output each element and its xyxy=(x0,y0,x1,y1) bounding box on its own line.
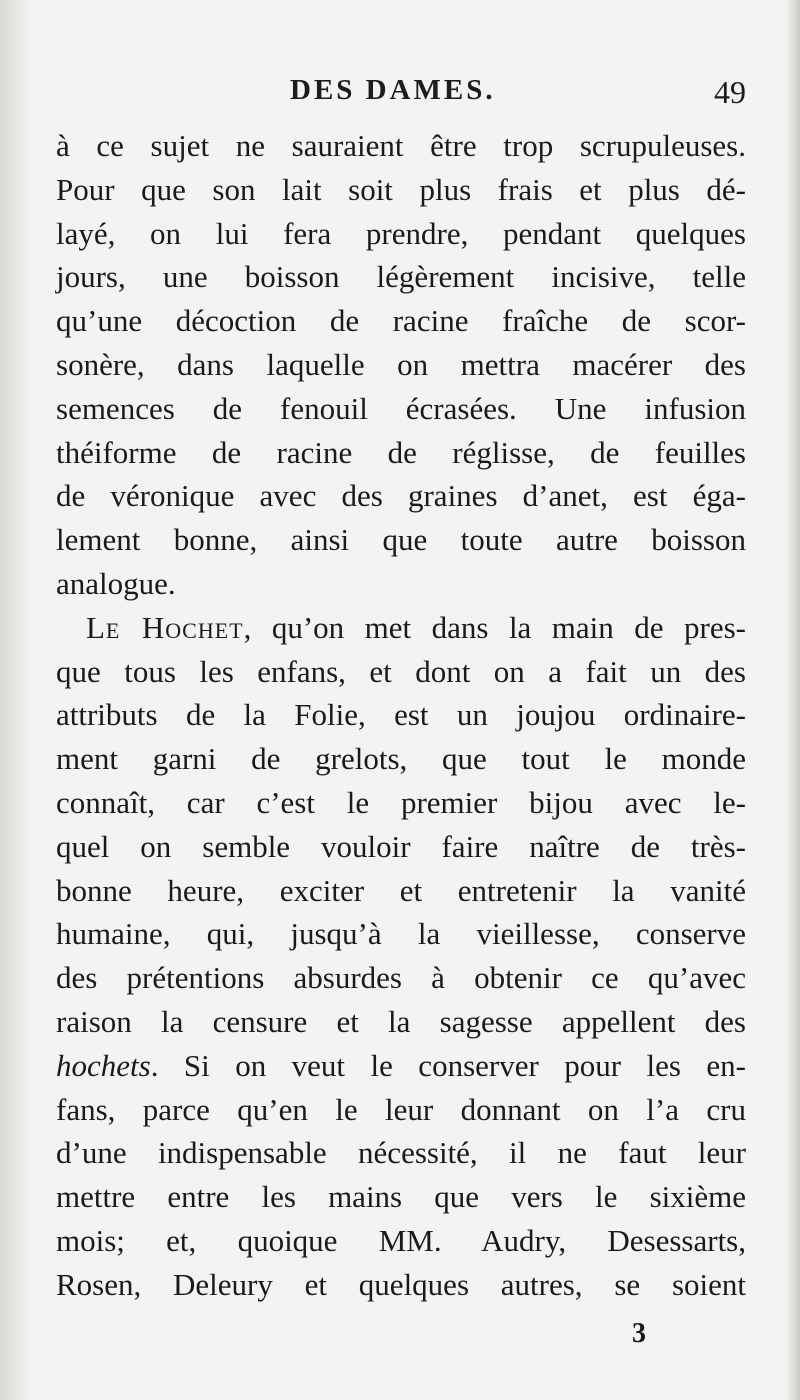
text-line: sonère, dans laquelle on mettra macérer des xyxy=(56,346,746,382)
text-line: attributs de la Folie, est un joujou ordinaire- xyxy=(56,697,746,733)
italic-word: hochets xyxy=(56,1047,151,1083)
text-line: théiforme de racine de réglisse, de feuilles xyxy=(56,434,746,470)
text-line: lement bonne, ainsi que toute autre boisson xyxy=(56,522,746,558)
text-line: d’une indispensable nécessité, il ne faut leur xyxy=(56,1135,746,1171)
text-line: jours, une boisson légèrement incisive, telle xyxy=(56,259,746,295)
text-line: Pour que son lait soit plus frais et plus dé- xyxy=(56,171,746,207)
text-line: qu’une décoction de racine fraîche de scor- xyxy=(56,303,746,339)
signature-mark: 3 xyxy=(632,1318,646,1349)
paragraph-end-line: analogue. xyxy=(56,565,176,601)
text-line: bonne heure, exciter et entretenir la vanité xyxy=(56,872,746,908)
text-line: fans, parce qu’en le leur donnant on l’a cru xyxy=(56,1091,746,1127)
text-line: semences de fenouil écrasées. Une infusion xyxy=(56,390,746,426)
text-line: connaît, car c’est le premier bijou avec le- xyxy=(56,784,746,820)
paragraph-start-line xyxy=(56,606,746,650)
text-line: ment garni de grelots, que tout le monde xyxy=(56,741,746,777)
page-header xyxy=(56,74,746,120)
text-fragment: , qu’on met dans la main de pres- xyxy=(243,609,747,645)
text-line: humaine, qui, jusqu’à la vieillesse, conserve xyxy=(56,916,746,952)
text-line: layé, on lui fera prendre, pendant quelques xyxy=(56,215,746,251)
smallcaps-term: Le Hochet xyxy=(86,609,244,645)
body-text xyxy=(56,124,746,1307)
text-line: à ce sujet ne sauraient être trop scrupuleuses. xyxy=(56,128,746,163)
running-title: DES DAMES. xyxy=(290,74,496,106)
text-line xyxy=(56,1044,746,1088)
text-line: des prétentions absurdes à obtenir ce qu’avec xyxy=(56,960,746,996)
text-line: mettre entre les mains que vers le sixième xyxy=(56,1179,746,1215)
text-line: que tous les enfans, et dont on a fait un des xyxy=(56,653,746,689)
text-line: quel on semble vouloir faire naître de très- xyxy=(56,828,746,864)
text-line: Rosen, Deleury et quelques autres, se soient xyxy=(56,1266,746,1302)
text-fragment: . Si on veut le conserver pour les en- xyxy=(150,1047,746,1083)
text-line: de véronique avec des graines d’anet, est éga- xyxy=(56,478,746,514)
text-line: raison la censure et la sagesse appellent des xyxy=(56,1003,746,1039)
text-line: mois; et, quoique MM. Audry, Desessarts, xyxy=(56,1222,746,1258)
page-number: 49 xyxy=(714,74,746,110)
